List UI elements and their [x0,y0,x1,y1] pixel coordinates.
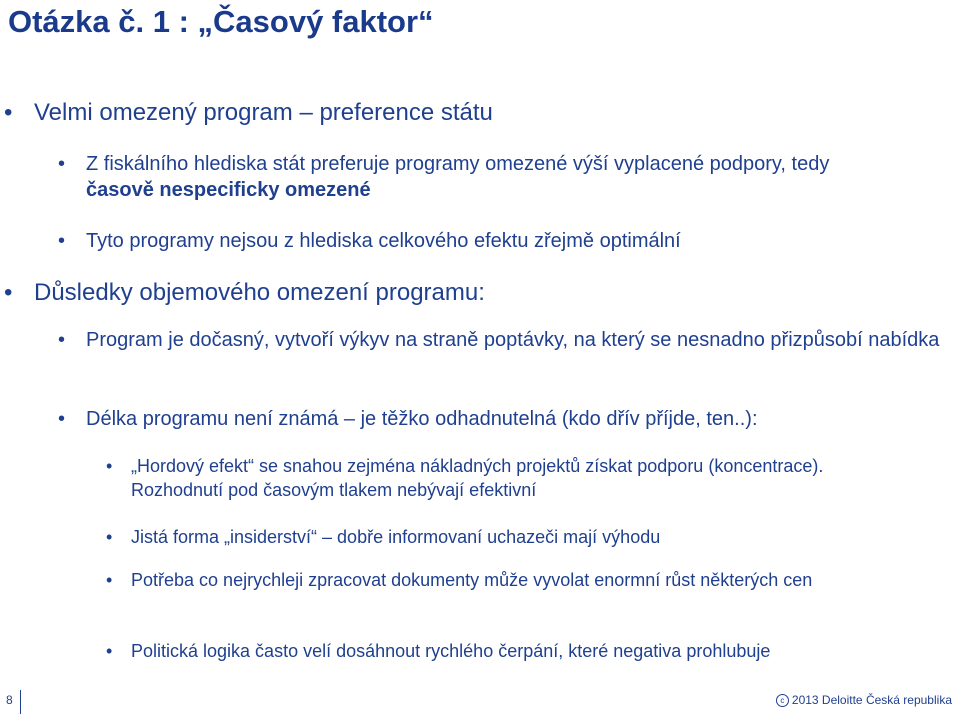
bullet-item [106,568,931,592]
bullet-text: Jistá forma „insiderství“ – dobře informovaní uchazeči mají výhodu [131,527,661,547]
bullet-item [106,525,931,549]
bullet-text: „Hordový efekt“ se snahou zejména nákladných projektů získat podporu (koncentrace). Rozhodnutí pod časovým tlakem nebývají efektivní [131,456,824,500]
bullet-text: Program je dočasný, vytvoří výkyv na straně poptávky, na který se nesnadno přizpůsobí nabídka [86,329,940,351]
bullet-text: Politická logika často velí dosáhnout rychlého čerpání, které negativa prohlubuje [131,641,771,661]
copyright-text: 2013 Deloitte Česká republika [791,693,952,707]
bullet-item [58,228,946,254]
bullet-dot: • [106,641,113,661]
bullet-text: Velmi omezený program – preference státu [34,99,493,126]
bullet-dot: • [58,230,66,252]
bullet-item [4,98,934,128]
bullet-dot: • [58,153,66,175]
bullet-dot: • [106,570,113,590]
bullet-item [58,151,886,203]
bullet-dot: • [4,279,13,306]
bullet-text: Z fiskálního hlediska stát preferuje programy omezené výší vyplacené podpory, tedy [86,153,830,175]
bullet-item [4,278,934,308]
bullet-dot: • [58,408,66,430]
bullet-dot: • [106,456,113,476]
bullet-item [106,454,871,502]
bullet-item [58,327,952,353]
copyright-icon: c [776,694,789,707]
bullet-dot: • [58,329,66,351]
copyright [776,693,952,707]
bullet-text-bold: časově nespecificky omezené [86,179,371,201]
bullet-dot: • [4,99,13,126]
bullet-text: Tyto programy nejsou z hlediska celkového efektu zřejmě optimální [86,230,681,252]
bullet-item [106,639,951,663]
bullet-text: Důsledky objemového omezení programu: [34,279,485,306]
slide-title: Otázka č. 1 : „Časový faktor“ [8,4,434,39]
footer-divider [20,690,21,714]
page-number: 8 [6,693,13,707]
bullet-item [58,406,956,432]
bullet-text: Potřeba co nejrychleji zpracovat dokumenty může vyvolat enormní růst některých cen [131,570,813,590]
bullet-dot: • [106,527,113,547]
bullet-text: Délka programu není známá – je těžko odhadnutelná (kdo dřív příjde, ten..): [86,408,758,430]
